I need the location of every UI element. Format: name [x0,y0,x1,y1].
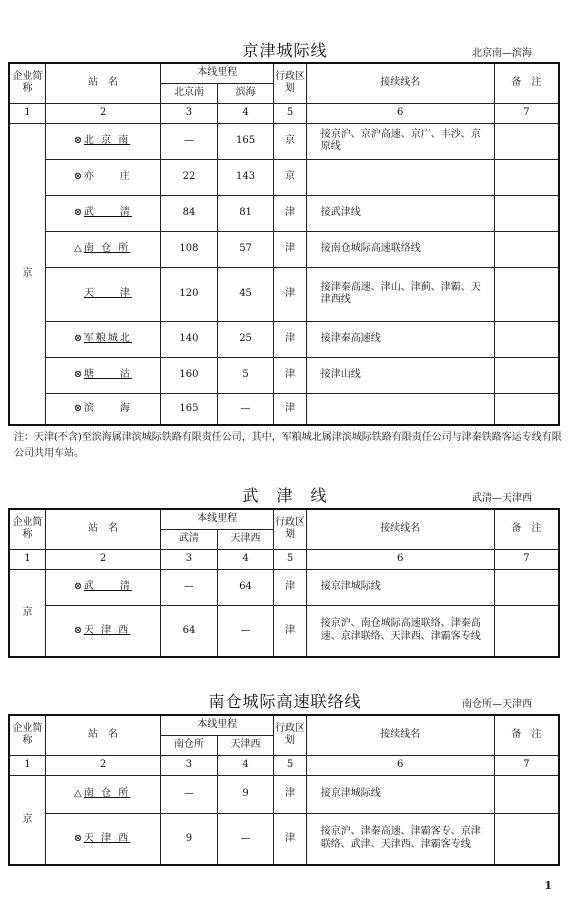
table-row [9,195,559,231]
connect-cell: 接津秦高速、津山、津蓟、津霸、天津西线 [306,267,494,321]
station-cell [45,569,160,605]
table-row [9,569,559,605]
station-cell [45,605,160,657]
mileage-to: 165 [217,123,274,159]
mileage-to: — [217,393,274,425]
connect-cell: 接京沪、京沪高速、京广、丰沙、京原线 [306,123,494,159]
station-cell [45,775,160,813]
station-symbol: ⊗ [73,134,83,146]
mileage-to: — [217,813,274,865]
header-from: 北京南 [161,83,218,103]
table-row [9,393,559,425]
footnote: 注：天津(不含)至滨海属津滨城际铁路有限责任公司，其中，军粮城北属津滨城际铁路有限责任公司与津秦铁路客运专线有限公司共用车站。 [14,432,562,459]
column-number: 3 [161,103,218,123]
header-remark: 备 注 [494,715,559,755]
station-name: 塘 沽 [83,368,132,380]
route-label: 南仓所—天津西 [462,699,532,710]
admin-cell: 京 [274,123,306,159]
station-symbol: ⊗ [73,332,83,344]
mileage-from: 9 [161,813,218,865]
column-number: 1 [9,103,45,123]
column-number: 7 [494,103,559,123]
section-title: 南仓城际高速联络线 [208,692,362,711]
mileage-to: 81 [217,195,274,231]
admin-cell: 津 [274,357,306,393]
station-name: 天 津 [83,287,132,299]
admin-cell: 津 [274,393,306,425]
station-name: 军粮城北 [83,332,132,344]
connect-cell: 接津山线 [306,357,494,393]
mileage-from: — [161,775,218,813]
header-station: 站 名 [45,63,160,103]
remark-cell [494,195,559,231]
company-cell: 京 [9,775,45,865]
remark-cell [494,267,559,321]
station-symbol: ⊗ [73,402,83,414]
mileage-from: 160 [161,357,218,393]
table-row [9,775,559,813]
table-row [9,605,559,657]
header-connect: 接续线名 [306,509,494,549]
column-number: 6 [306,549,494,569]
remark-cell [494,569,559,605]
column-number: 6 [306,755,494,775]
connect-cell [306,159,494,195]
table-row [9,123,559,159]
route-label: 武清—天津西 [472,493,532,504]
mileage-to: 5 [217,357,274,393]
column-number: 7 [494,549,559,569]
page-number: 1 [544,879,552,892]
remark-cell [494,159,559,195]
header-station: 站 名 [45,715,160,755]
station-name: 南 仓 所 [83,787,131,799]
header-to: 滨海 [217,83,274,103]
mileage-to: 143 [217,159,274,195]
remark-cell [494,123,559,159]
section-title: 武 津 线 [242,486,328,505]
admin-cell: 京 [274,159,306,195]
mileage-to: 45 [217,267,274,321]
column-number: 1 [9,755,45,775]
connect-cell: 接武津线 [306,195,494,231]
section-title: 京津城际线 [242,41,328,60]
mileage-from: 140 [161,321,218,357]
admin-cell: 津 [274,267,306,321]
mileage-from: 165 [161,393,218,425]
mileage-from: 84 [161,195,218,231]
mileage-from: 108 [161,231,218,267]
connect-cell: 接南仓城际高速联络线 [306,231,494,267]
remark-cell [494,813,559,865]
connect-cell: 接京津城际线 [306,569,494,605]
station-cell [45,195,160,231]
table-wujin [8,508,560,658]
station-name: 武 清 [83,580,132,592]
header-company: 企业简称 [9,509,45,549]
admin-cell: 津 [274,775,306,813]
mileage-from: — [161,569,218,605]
column-number: 2 [45,103,160,123]
column-number: 2 [45,549,160,569]
remark-cell [494,775,559,813]
remark-cell [494,357,559,393]
table-jingjin [8,62,560,426]
station-symbol: ⊗ [73,832,83,844]
station-cell [45,813,160,865]
admin-cell: 津 [274,605,306,657]
admin-cell: 津 [274,813,306,865]
header-company: 企业简称 [9,63,45,103]
remark-cell [494,605,559,657]
admin-cell: 津 [274,195,306,231]
header-to: 天津西 [217,529,274,549]
station-name: 北 京 南 [83,134,131,146]
header-mileage: 本线里程 [161,63,274,83]
mileage-from: 22 [161,159,218,195]
station-name: 南 仓 所 [83,242,131,254]
header-admin: 行政区划 [274,63,306,103]
table-row [9,159,559,195]
station-symbol: ⊗ [73,368,83,380]
mileage-to: 64 [217,569,274,605]
station-cell [45,267,160,321]
column-number: 4 [217,549,274,569]
header-remark: 备 注 [494,509,559,549]
mileage-to: 9 [217,775,274,813]
table-row [9,267,559,321]
mileage-from: 120 [161,267,218,321]
mileage-from: 64 [161,605,218,657]
station-cell [45,357,160,393]
station-name: 武 清 [83,206,132,218]
header-remark: 备 注 [494,63,559,103]
company-cell: 京 [9,123,45,425]
column-number: 3 [161,755,218,775]
station-symbol: ⊗ [73,580,83,592]
header-admin: 行政区划 [274,509,306,549]
table-row [9,813,559,865]
station-symbol: ⊗ [73,206,83,218]
station-cell [45,393,160,425]
station-name: 天 津 西 [83,624,131,636]
route-label: 北京南—滨海 [472,48,532,59]
station-symbol: △ [74,787,82,799]
column-number: 1 [9,549,45,569]
header-station: 站 名 [45,509,160,549]
station-name: 天 津 西 [83,832,131,844]
connect-cell: 接京津城际线 [306,775,494,813]
table-row [9,321,559,357]
station-symbol: △ [74,242,82,254]
header-from: 南仓所 [161,735,218,755]
mileage-to: 25 [217,321,274,357]
mileage-to: 57 [217,231,274,267]
header-admin: 行政区划 [274,715,306,755]
connect-cell [306,393,494,425]
station-cell [45,159,160,195]
admin-cell: 津 [274,321,306,357]
column-number: 4 [217,755,274,775]
mileage-from: — [161,123,218,159]
station-symbol: ⊗ [73,624,83,636]
table-row [9,231,559,267]
mileage-to: — [217,605,274,657]
table-nancang [8,714,560,866]
header-mileage: 本线里程 [161,715,274,735]
column-number: 3 [161,549,218,569]
column-number: 6 [306,103,494,123]
station-name: 滨 海 [83,402,132,414]
station-cell [45,123,160,159]
table-row [9,357,559,393]
column-number: 5 [274,103,306,123]
header-to: 天津西 [217,735,274,755]
column-number: 5 [274,549,306,569]
connect-cell: 接京沪、津秦高速、津霸客专、京津联络、武津、天津西、津霸客专线 [306,813,494,865]
station-name: 亦 庄 [83,170,132,182]
header-company: 企业简称 [9,715,45,755]
station-cell [45,321,160,357]
header-mileage: 本线里程 [161,509,274,529]
remark-cell [494,393,559,425]
column-number: 5 [274,755,306,775]
connect-cell: 接京沪、南仓城际高速联络、津秦高速、京津联络、天津西、津霸客专线 [306,605,494,657]
connect-cell: 接津秦高速线 [306,321,494,357]
admin-cell: 津 [274,231,306,267]
column-number: 7 [494,755,559,775]
header-connect: 接续线名 [306,63,494,103]
remark-cell [494,321,559,357]
company-cell: 京 [9,569,45,657]
station-symbol: ⊗ [73,170,83,182]
remark-cell [494,231,559,267]
column-number: 4 [217,103,274,123]
admin-cell: 津 [274,569,306,605]
header-connect: 接续线名 [306,715,494,755]
header-from: 武清 [161,529,218,549]
station-cell [45,231,160,267]
column-number: 2 [45,755,160,775]
